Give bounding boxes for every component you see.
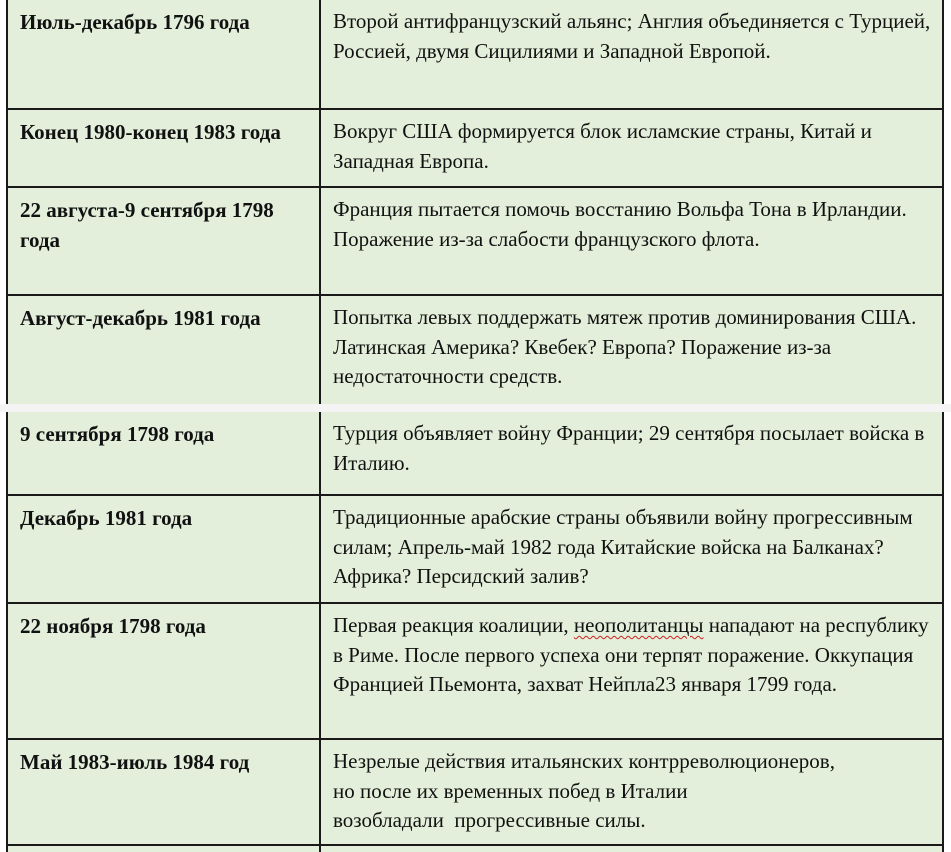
date-cell: 9 сентября 1798 года xyxy=(20,422,215,446)
table-row xyxy=(8,188,942,296)
table-row-partial xyxy=(8,846,942,852)
event-cell xyxy=(333,611,933,700)
history-table-bottom xyxy=(6,412,944,852)
event-cell: Второй антифранцузский альянс; Англия объединяется с Турцией, Россией, двумя Сицилиями и Западной Европой. xyxy=(333,9,931,63)
date-cell: 22 августа-9 сентября 1798 года xyxy=(20,198,274,252)
event-text: Первая реакция коалиции, xyxy=(333,613,574,637)
date-cell: Май 1983-июль 1984 год xyxy=(20,750,250,774)
event-line: Незрелые действия итальянских контрреволюционеров, xyxy=(333,749,835,773)
table-row xyxy=(8,0,942,110)
event-cell: Вокруг США формируется блок исламские страны, Китай и Западная Европа. xyxy=(333,119,872,173)
date-cell: Конец 1980-конец 1983 года xyxy=(20,120,281,144)
date-cell: Июль-декабрь 1796 года xyxy=(20,10,250,34)
event-cell: Попытка левых поддержать мятеж против доминирования США. Латинская Америка? Квебек? Европа? Поражение из-за недостаточности средств. xyxy=(333,305,917,388)
spellcheck-flagged-word[interactable]: неополитанцы xyxy=(573,613,704,637)
event-cell: Традиционные арабские страны объявили войну прогрессивным силам; Апрель-май 1982 года Китайские войска на Балканах? Африка? Персидский залив? xyxy=(333,505,913,588)
page-break xyxy=(0,404,951,412)
event-line: возобладали прогрессивные силы. xyxy=(333,808,646,832)
table-row xyxy=(8,296,942,402)
table-row xyxy=(8,412,942,496)
history-table-top xyxy=(6,0,944,406)
date-cell: Декабрь 1981 года xyxy=(20,506,193,530)
date-cell: Август-декабрь 1981 года xyxy=(20,306,261,330)
table-row xyxy=(8,740,942,846)
event-cell: Франция пытается помочь восстанию Вольфа Тона в Ирландии. Поражение из-за слабости французского флота. xyxy=(333,197,907,251)
event-cell xyxy=(333,747,933,836)
table-row xyxy=(8,110,942,188)
event-cell: Турция объявляет войну Франции; 29 сентября посылает войска в Италию. xyxy=(333,421,925,475)
table-row xyxy=(8,496,942,604)
table-row xyxy=(8,604,942,740)
event-line: но после их временных побед в Италии xyxy=(333,778,688,803)
date-cell: 22 ноября 1798 года xyxy=(20,614,206,638)
event-text: нападают на республику в Риме. После первого успеха они терпят поражение. Оккупация Францией Пьемонта, захват Нейпла23 января 1799 года. xyxy=(333,613,929,696)
